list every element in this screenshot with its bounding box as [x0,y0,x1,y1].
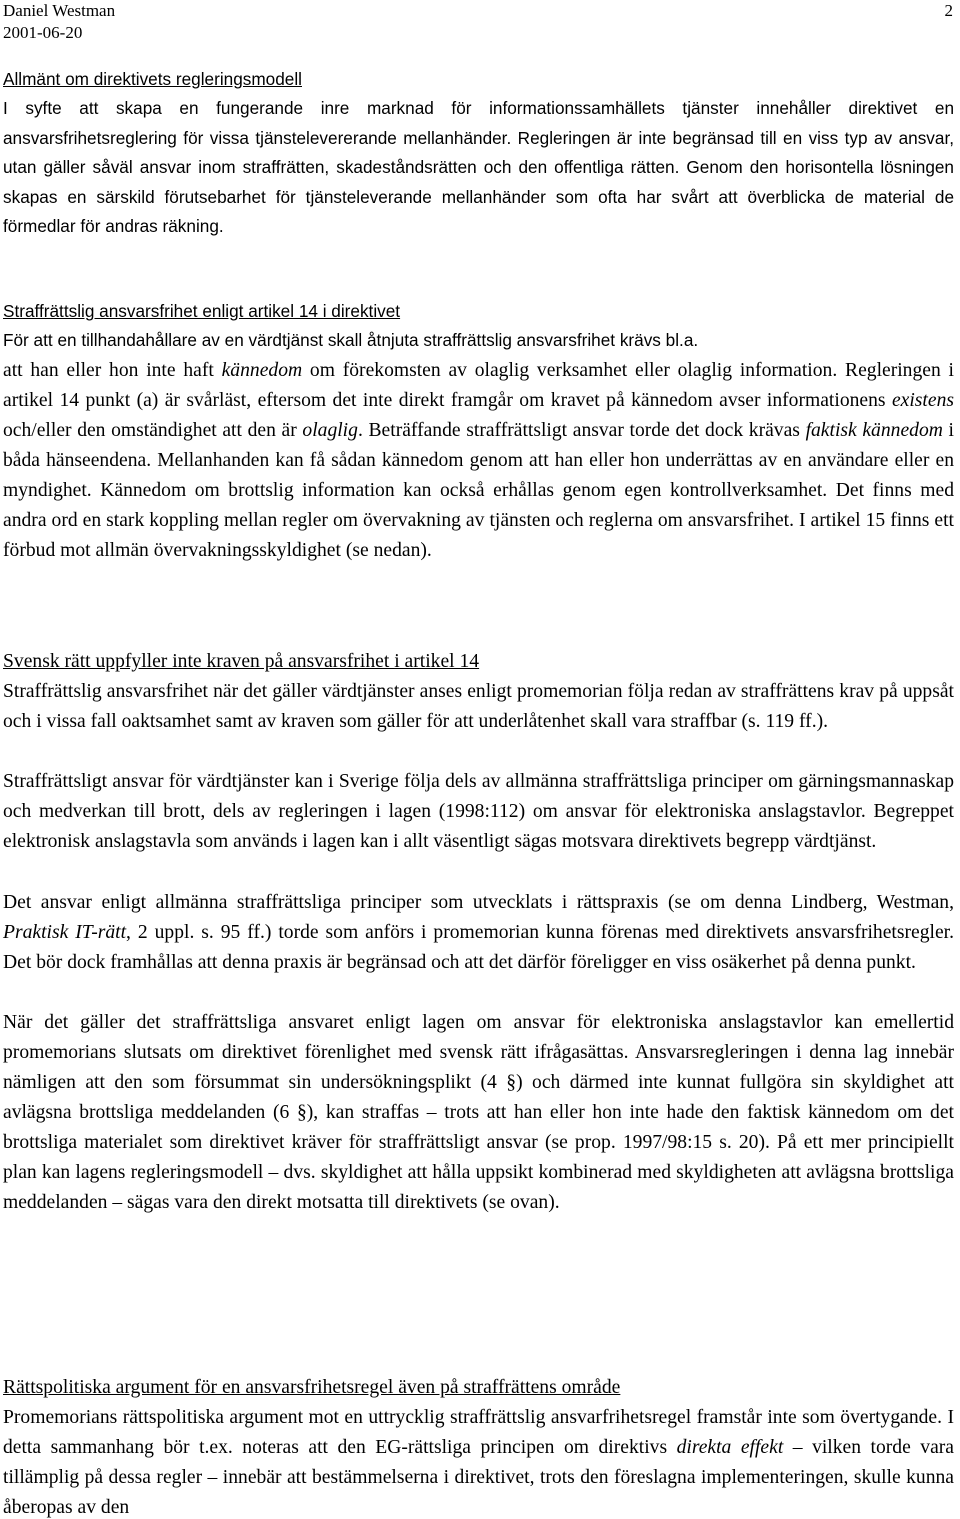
paragraph: Straffrättsligt ansvar för värdtjänster kan i Sverige följa dels av allmänna straffrättsliga principer om gärningsmannaskap och medverkan till brott, dels av regleringen i lagen (1998:112) om ansvar för elektroniska anslagstavlor. Begreppet elektronisk anslagstavla som används i lagen kan i allt väsentligt sägas motsvara direktivets begrepp värdtjänst. [3,771,954,853]
emphasis: kännedom [221,359,303,381]
emphasis: existens [891,389,954,411]
page-header [3,0,953,44]
paragraph: I syfte att skapa en fungerande inre marknad för informationssamhällets tjänster innehåller direktivet en ansvarsfrihetsreglering för vissa tjänstelevererande mellanhänder. Regleringen är inte begränsad till en viss typ av ansvar, utan gäller såväl ansvar inom straffrätten, skadeståndsrätten och den offentliga rätten. Genom den horisontella lösningen skapas en särskild förutsebarhet för tjänsteleverande mellanhänder som ofta har svårt att överblicka de material de förmedlar för andras räkning. [3,98,954,237]
section-swedish-law [3,647,954,1219]
section-directive-model [3,65,954,241]
emphasis: Praktisk IT-rätt [3,921,127,943]
paragraph: Promemorians rättspolitiska argument mot en uttrycklig straffrättslig ansvarfrihetsregel framstår inte som övertygande. I detta sammanhang bör t.ex. noteras att den EG-rättsliga principen om direktivs direkta effekt – vilken torde vara tillämplig på dessa regler – innebär att bestämmelserna i direktivet, trots den föreslagna implementeringen, skulle kunna åberopas av den [3,1407,955,1519]
emphasis: olaglig [302,420,358,441]
paragraph: att han eller hon inte haft kännedom om förekomsten av olaglig verksamhet eller olaglig information. Regleringen i artikel 14 punkt (a) är svårläst, eftersom det inte direkt framgår om kravet på kännedom avser informationens existens och/eller den omständighet att den är olaglig. Beträffande straffrättsligt ansvar torde det dock krävas faktisk kännedom i båda hänseendena. Mellanhanden kan få sådan kännedom genom att han eller hon underrättas av en användare eller en myndighet. Kännedom om brottslig information kan också erhållas genom egen kontrollverksamhet. Det finns med andra ord en stark koppling mellan regler om övervakning av tjänsten och reglerna om ansvarsfrihet. I artikel 15 finns ett förbud mot allmän övervakningsskyldighet (se nedan). [3,359,954,562]
section-heading: Svensk rätt uppfyller inte kraven på ansvarsfrihet i artikel 14 [3,651,480,672]
paragraph: När det gäller det straffrättsliga ansvaret enligt lagen om ansvar för elektroniska anslagstavlor kan emellertid promemorians slutsats om direktivet förenlighet med svensk rätt ifrågasättas. Ansvarsregleringen i denna lag innebär nämligen att den som försummat sin undersökningsplikt (4 §) och därmed inte kunnat fullgöra sin skyldighet att avlägsna brottsliga meddelanden (6 §), kan straffas – trots att han eller hon inte hade den faktisk kännedom om det brottsliga materialet som direktivet kräver för straffrättsligt ansvar (se prop. 1997/98:15 s. 20). På ett mer principiellt plan kan lagens regleringsmodell – dvs. skyldighet att hålla uppsikt kombinerad med skyldigheten att avlägsna brottsliga meddelanden – sägas vara den direkt motsatta till direktivets (se ovan). [3,1011,954,1214]
paragraph-intro: För att en tillhandahållare av en värdtjänst skall åtnjuta straffrättslig ansvarsfrihet krävs bl.a. [3,330,699,351]
paragraph: Straffrättslig ansvarsfrihet när det gäller värdtjänster anses enligt promemorian följa redan av straffrättens krav på uppsåt och i vissa fall oaktsamhet samt av kraven som gäller för att underlåtenhet skall vara straffbar (s. 119 ff.). [3,681,954,733]
section-article-14 [3,297,954,566]
section-policy-arguments [3,1373,954,1519]
page-number: 2 [944,1,953,20]
emphasis: direkta effekt [676,1437,784,1459]
document-date: 2001-06-20 [3,23,83,42]
section-heading: Allmänt om direktivets regleringsmodell [3,69,302,89]
section-heading: Rättspolitiska argument för en ansvarsfrihetsregel även på straffrättens område [3,1377,621,1398]
paragraph: Det ansvar enligt allmänna straffrättsliga principer som utvecklats i rättspraxis (se om denna Lindberg, Westman, Praktisk IT-rätt, 2 uppl. s. 95 ff.) torde som anförs i promemorian kunna förenas med direktivets ansvarsfrihetsregler. Det bör dock framhållas att denna praxis är begränsad och att det därför föreligger en viss osäkerhet på denna punkt. [3,891,954,973]
emphasis: faktisk kännedom [805,420,943,441]
section-heading: Straffrättslig ansvarsfrihet enligt artikel 14 i direktivet [3,301,401,321]
author-name: Daniel Westman [3,1,116,20]
